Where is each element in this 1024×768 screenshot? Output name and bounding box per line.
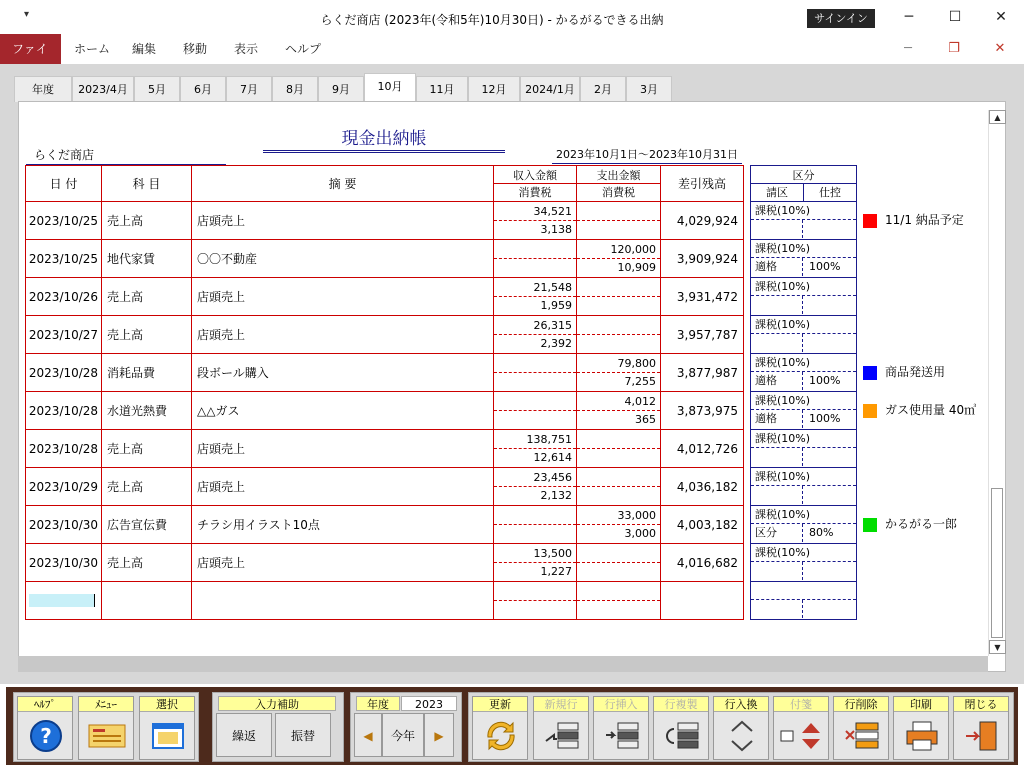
- income-cell-amount[interactable]: 34,521: [494, 203, 576, 221]
- date-cell[interactable]: 2023/10/28: [26, 354, 102, 392]
- invoice-type[interactable]: [751, 562, 803, 580]
- tax-category-cell[interactable]: [751, 202, 857, 240]
- scroll-up-icon[interactable]: ▲: [989, 110, 1006, 124]
- tax-category-cell[interactable]: [751, 582, 857, 620]
- print-button[interactable]: [893, 696, 949, 760]
- tab-10[interactable]: 10月: [364, 73, 416, 102]
- tax-type[interactable]: 課税(10%): [751, 392, 856, 410]
- deduction-rate[interactable]: [803, 296, 856, 314]
- help-icon: [18, 713, 74, 759]
- subject-cell[interactable]: [102, 582, 192, 620]
- sticky-tag[interactable]: [863, 364, 945, 380]
- invoice-type[interactable]: [751, 448, 803, 466]
- tax-category-row[interactable]: [751, 506, 857, 544]
- vertical-scrollbar[interactable]: [988, 110, 1005, 656]
- income-cell[interactable]: [494, 202, 577, 240]
- sticky-tag[interactable]: [863, 212, 964, 228]
- balance-cell[interactable]: 3,957,787: [661, 316, 744, 354]
- sticky-tag-color-swatch: [863, 214, 877, 228]
- description-cell[interactable]: 店頭売上: [192, 202, 494, 240]
- quick-access-dropdown-icon[interactable]: ▾: [24, 9, 30, 20]
- table-row[interactable]: [26, 392, 744, 430]
- date-cell[interactable]: 2023/10/27: [26, 316, 102, 354]
- sticky-note-button[interactable]: [773, 696, 829, 760]
- date-cell[interactable]: 2023/10/28: [26, 392, 102, 430]
- header-expense: [577, 166, 661, 202]
- sticky-tag-text: ガス使用量 40㎥: [885, 403, 977, 417]
- income-cell-amount[interactable]: [494, 355, 576, 373]
- tax-type[interactable]: 課税(10%): [751, 316, 856, 334]
- title-bar: [0, 0, 1024, 34]
- subject-cell[interactable]: 売上高: [102, 316, 192, 354]
- close-window-button[interactable]: ✕: [995, 9, 1007, 25]
- expense-cell[interactable]: [577, 430, 661, 468]
- delete-row-icon: [834, 713, 890, 759]
- income-cell-tax[interactable]: [494, 373, 576, 391]
- invoice-type[interactable]: [751, 220, 803, 238]
- sticky-tag-color-swatch: [863, 366, 877, 380]
- balance-cell[interactable]: 3,873,975: [661, 392, 744, 430]
- description-cell[interactable]: 店頭売上: [192, 316, 494, 354]
- date-cell[interactable]: 2023/10/29: [26, 468, 102, 506]
- subject-cell[interactable]: 広告宣伝費: [102, 506, 192, 544]
- sticky-tag-text: 商品発送用: [885, 365, 946, 379]
- new-row-icon: [534, 713, 590, 759]
- repeat-button[interactable]: 繰返: [216, 713, 272, 757]
- new-row-date-input[interactable]: [29, 594, 95, 607]
- date-cell[interactable]: 2023/10/25: [26, 202, 102, 240]
- expense-cell-tax[interactable]: [577, 601, 660, 619]
- income-cell[interactable]: [494, 544, 577, 582]
- tab-12[interactable]: 12月: [468, 76, 520, 102]
- header-shiko: 仕控: [819, 185, 841, 199]
- tax-type[interactable]: 課税(10%): [751, 544, 856, 562]
- header-date: 日 付: [26, 166, 102, 202]
- maximize-button[interactable]: ☐: [948, 9, 962, 25]
- year-value: 2023: [401, 696, 457, 711]
- income-cell-tax[interactable]: 2,392: [540, 336, 572, 350]
- income-cell[interactable]: [494, 354, 577, 392]
- sticky-note-button-label: 付箋: [774, 697, 828, 712]
- transfer-button[interactable]: 振替: [275, 713, 331, 757]
- deduction-rate[interactable]: [803, 562, 856, 580]
- tax-type[interactable]: [751, 582, 856, 600]
- header-income: [494, 166, 577, 202]
- header-income-label: 収入金額: [494, 167, 576, 184]
- menu-file[interactable]: ファイ: [0, 34, 61, 64]
- expense-cell[interactable]: [577, 354, 661, 392]
- scroll-thumb[interactable]: [991, 488, 1003, 638]
- expense-cell-amount[interactable]: 33,000: [577, 507, 660, 525]
- sticky-tag-color-swatch: [863, 404, 877, 418]
- deduction-rate[interactable]: [803, 334, 856, 352]
- header-kubun: [751, 166, 857, 202]
- swap-row-button[interactable]: [713, 696, 769, 760]
- deduction-rate[interactable]: 100%: [809, 374, 841, 387]
- invoice-type[interactable]: [751, 486, 803, 504]
- update-button-label: 更新: [473, 697, 527, 712]
- description-cell[interactable]: 店頭売上: [192, 430, 494, 468]
- header-income-tax: 消費税: [518, 185, 552, 199]
- income-cell-amount[interactable]: 21,548: [494, 279, 576, 297]
- header-description: 摘 要: [192, 166, 494, 202]
- expense-cell-amount[interactable]: 79,800: [577, 355, 660, 373]
- window-title: らくだ商店 (2023年(令和5年)10月30日) - かるがるできる出納: [320, 13, 664, 27]
- income-cell[interactable]: [494, 430, 577, 468]
- deduction-rate[interactable]: [803, 486, 856, 504]
- tax-category-row[interactable]: [751, 392, 857, 430]
- tab-year[interactable]: 年度: [14, 76, 72, 102]
- description-cell[interactable]: 〇〇不動産: [192, 240, 494, 278]
- table-row[interactable]: [26, 240, 744, 278]
- expense-cell[interactable]: [577, 316, 661, 354]
- description-cell[interactable]: 店頭売上: [192, 278, 494, 316]
- table-row[interactable]: [26, 430, 744, 468]
- subject-cell[interactable]: 売上高: [102, 468, 192, 506]
- income-cell-tax[interactable]: 1,959: [540, 298, 572, 312]
- header-expense-label: 支出金額: [577, 167, 660, 184]
- tab-09[interactable]: 9月: [318, 76, 364, 102]
- income-cell[interactable]: [494, 240, 577, 278]
- sticky-tag[interactable]: [863, 402, 976, 418]
- header-subject: 科 目: [102, 166, 192, 202]
- income-cell[interactable]: [494, 468, 577, 506]
- income-cell-tax[interactable]: [494, 259, 576, 277]
- tab-2023-04[interactable]: 2023/4月: [72, 76, 134, 102]
- help-button-label: ﾍﾙﾌﾟ: [18, 697, 72, 712]
- expense-cell[interactable]: [577, 240, 661, 278]
- expense-cell-tax[interactable]: [577, 563, 660, 581]
- tax-category-cell[interactable]: [751, 430, 857, 468]
- tax-type[interactable]: 課税(10%): [751, 278, 856, 296]
- balance-cell[interactable]: 4,029,924: [661, 202, 744, 240]
- tax-category-row[interactable]: [751, 278, 857, 316]
- tax-type[interactable]: 課税(10%): [751, 202, 856, 220]
- income-cell-amount[interactable]: [494, 393, 576, 411]
- income-cell-amount[interactable]: 23,456: [494, 469, 576, 487]
- tax-type[interactable]: 課税(10%): [751, 354, 856, 372]
- income-cell-tax[interactable]: 2,132: [540, 488, 572, 502]
- menu-home[interactable]: ホーム: [74, 42, 111, 56]
- period-range: 2023年10月1日～2023年10月31日: [552, 146, 742, 164]
- balance-cell[interactable]: 3,909,924: [661, 240, 744, 278]
- subject-cell[interactable]: 消耗品費: [102, 354, 192, 392]
- sticky-tag-text: かるがる一郎: [885, 517, 958, 531]
- exit-door-icon: [954, 713, 1010, 759]
- description-cell[interactable]: △△ガス: [192, 392, 494, 430]
- income-cell[interactable]: [494, 582, 577, 620]
- table-row[interactable]: [26, 316, 744, 354]
- signin-button[interactable]: サインイン: [807, 9, 875, 28]
- tab-02[interactable]: 2月: [580, 76, 626, 102]
- tax-category-row[interactable]: [751, 240, 857, 278]
- minimize-button[interactable]: ─: [904, 9, 914, 25]
- tax-category-cell[interactable]: [751, 278, 857, 316]
- tax-category-cell[interactable]: [751, 354, 857, 392]
- tax-type[interactable]: 課税(10%): [751, 240, 856, 258]
- doc-minimize-icon[interactable]: ─: [904, 41, 912, 56]
- expense-cell[interactable]: [577, 582, 661, 620]
- tax-category-row[interactable]: [751, 430, 857, 468]
- scroll-down-icon[interactable]: ▼: [989, 640, 1006, 654]
- expense-cell-tax[interactable]: 3,000: [624, 526, 656, 540]
- new-row-button-label: 新規行: [534, 697, 588, 712]
- tax-category-cell[interactable]: [751, 392, 857, 430]
- description-cell[interactable]: チラシ用イラスト10点: [192, 506, 494, 544]
- swap-row-icon: [714, 713, 770, 759]
- balance-cell[interactable]: 4,012,726: [661, 430, 744, 468]
- select-button-label: 選択: [140, 697, 194, 712]
- copy-row-button[interactable]: [653, 696, 709, 760]
- invoice-type[interactable]: [751, 296, 803, 314]
- subject-cell[interactable]: 売上高: [102, 202, 192, 240]
- tax-category-row[interactable]: [751, 202, 857, 240]
- income-cell-tax[interactable]: [494, 525, 576, 543]
- tax-type[interactable]: 課税(10%): [751, 506, 856, 524]
- deduction-rate[interactable]: 80%: [809, 526, 834, 539]
- delete-row-button[interactable]: [833, 696, 889, 760]
- date-cell[interactable]: 2023/10/28: [26, 430, 102, 468]
- balance-cell[interactable]: 4,016,682: [661, 544, 744, 582]
- date-cell[interactable]: 2023/10/25: [26, 240, 102, 278]
- description-cell[interactable]: 店頭売上: [192, 468, 494, 506]
- tax-category-cell[interactable]: [751, 468, 857, 506]
- table-row[interactable]: [26, 506, 744, 544]
- income-cell-amount[interactable]: 138,751: [494, 431, 576, 449]
- income-cell-tax[interactable]: [494, 411, 576, 429]
- header-balance: 差引残高: [661, 166, 744, 202]
- printer-icon: [894, 713, 950, 759]
- expense-cell-tax[interactable]: 10,909: [617, 260, 656, 274]
- tab-06[interactable]: 6月: [180, 76, 226, 102]
- income-cell-amount[interactable]: [494, 241, 576, 259]
- expense-cell-amount[interactable]: [577, 279, 660, 297]
- copy-row-icon: [654, 713, 710, 759]
- select-button[interactable]: [139, 696, 195, 760]
- subject-cell[interactable]: 売上高: [102, 278, 192, 316]
- menu-help[interactable]: ヘルプ: [285, 42, 322, 56]
- select-icon: [140, 713, 196, 759]
- expense-cell-tax[interactable]: [577, 487, 660, 505]
- refresh-icon: [473, 713, 529, 759]
- ledger-table: [25, 165, 744, 620]
- tax-category-cell[interactable]: [751, 240, 857, 278]
- update-button[interactable]: [472, 696, 528, 760]
- balance-cell[interactable]: 3,931,472: [661, 278, 744, 316]
- invoice-type[interactable]: 適格: [751, 410, 803, 428]
- help-button[interactable]: [17, 696, 73, 760]
- header-expense-tax: 消費税: [602, 185, 635, 199]
- tab-08[interactable]: 8月: [272, 76, 318, 102]
- income-cell-amount[interactable]: [494, 583, 576, 601]
- tax-category-row[interactable]: [751, 316, 857, 354]
- expense-cell-tax[interactable]: [577, 221, 660, 239]
- expense-cell[interactable]: [577, 544, 661, 582]
- new-row-button[interactable]: [533, 696, 589, 760]
- insert-row-icon: [594, 713, 650, 759]
- description-cell[interactable]: 段ボール購入: [192, 354, 494, 392]
- expense-cell-amount[interactable]: [577, 431, 660, 449]
- tax-category-cell[interactable]: [751, 316, 857, 354]
- tax-category-cell[interactable]: [751, 544, 857, 582]
- tax-category-row[interactable]: [751, 544, 857, 582]
- balance-cell[interactable]: 4,003,182: [661, 506, 744, 544]
- expense-cell-tax[interactable]: [577, 449, 660, 467]
- expense-cell-amount[interactable]: 4,012: [577, 393, 660, 411]
- tab-2024-01[interactable]: 2024/1月: [520, 76, 580, 102]
- page-title: 現金出納帳: [263, 124, 505, 153]
- invoice-type[interactable]: [751, 600, 803, 618]
- menu-button[interactable]: [78, 696, 134, 760]
- insert-row-button-label: 行挿入: [594, 697, 648, 712]
- menu-icon: [79, 713, 135, 759]
- income-cell-amount[interactable]: 26,315: [494, 317, 576, 335]
- svg-text:?: ?: [40, 724, 52, 748]
- table-row[interactable]: [26, 202, 744, 240]
- sticky-tag-text: 11/1 納品予定: [885, 213, 964, 227]
- subject-cell[interactable]: 売上高: [102, 430, 192, 468]
- expense-cell-amount[interactable]: [577, 317, 660, 335]
- deduction-rate[interactable]: [803, 600, 856, 618]
- prev-year-icon[interactable]: ◀: [354, 713, 382, 757]
- next-year-icon[interactable]: ▶: [424, 713, 454, 757]
- invoice-type[interactable]: [751, 334, 803, 352]
- subject-cell[interactable]: 地代家賃: [102, 240, 192, 278]
- income-cell-tax[interactable]: 3,138: [540, 222, 572, 236]
- balance-cell[interactable]: [661, 582, 744, 620]
- store-name: らくだ商店: [26, 146, 226, 165]
- menu-move[interactable]: 移動: [183, 42, 208, 56]
- tab-03[interactable]: 3月: [626, 76, 672, 102]
- expense-cell-tax[interactable]: [577, 335, 660, 353]
- empty-table-row[interactable]: [26, 582, 744, 620]
- sticky-tag[interactable]: [863, 516, 957, 532]
- tab-11[interactable]: 11月: [416, 76, 468, 102]
- tax-category-row[interactable]: [751, 468, 857, 506]
- year-label: 年度: [356, 696, 400, 711]
- doc-restore-icon[interactable]: ❐: [948, 41, 960, 56]
- expense-cell-amount[interactable]: [577, 583, 660, 601]
- income-cell[interactable]: [494, 392, 577, 430]
- menu-button-label: ﾒﾆｭｰ: [79, 697, 133, 712]
- expense-cell[interactable]: [577, 202, 661, 240]
- copy-row-button-label: 行複製: [654, 697, 708, 712]
- expense-cell-amount[interactable]: 120,000: [577, 241, 660, 259]
- expense-cell[interactable]: [577, 506, 661, 544]
- sheet-footer-bar: [18, 656, 988, 672]
- balance-cell[interactable]: 4,036,182: [661, 468, 744, 506]
- income-cell[interactable]: [494, 278, 577, 316]
- invoice-type[interactable]: 適格: [751, 372, 803, 390]
- subject-cell[interactable]: 水道光熱費: [102, 392, 192, 430]
- menu-edit[interactable]: 編集: [132, 42, 157, 56]
- insert-row-button[interactable]: [593, 696, 649, 760]
- swap-row-button-label: 行入換: [714, 697, 768, 712]
- table-row[interactable]: [26, 544, 744, 582]
- expense-cell-amount[interactable]: [577, 545, 660, 563]
- menu-bar: [0, 34, 1024, 64]
- expense-cell-tax[interactable]: 365: [635, 412, 656, 426]
- tab-05[interactable]: 5月: [134, 76, 180, 102]
- tax-category-row[interactable]: [751, 582, 857, 620]
- date-cell[interactable]: 2023/10/30: [26, 544, 102, 582]
- table-row[interactable]: [26, 278, 744, 316]
- close-button[interactable]: [953, 696, 1009, 760]
- date-cell[interactable]: 2023/10/30: [26, 506, 102, 544]
- date-cell[interactable]: 2023/10/26: [26, 278, 102, 316]
- income-cell[interactable]: [494, 506, 577, 544]
- deduction-rate[interactable]: 100%: [809, 260, 841, 273]
- invoice-type[interactable]: 区分: [751, 524, 803, 542]
- input-assist-label: 入力補助: [218, 696, 336, 711]
- tab-07[interactable]: 7月: [226, 76, 272, 102]
- doc-close-icon[interactable]: ✕: [994, 41, 1006, 56]
- description-cell[interactable]: 店頭売上: [192, 544, 494, 582]
- description-cell[interactable]: [192, 582, 494, 620]
- table-row[interactable]: [26, 468, 744, 506]
- expense-cell[interactable]: [577, 468, 661, 506]
- deduction-rate[interactable]: [803, 448, 856, 466]
- header-kubun-label: 区分: [751, 167, 856, 184]
- expense-cell-tax[interactable]: 7,255: [624, 374, 656, 388]
- tax-category-cell[interactable]: [751, 506, 857, 544]
- sticky-tag-color-swatch: [863, 518, 877, 532]
- tax-category-table: [750, 165, 857, 620]
- expense-cell[interactable]: [577, 278, 661, 316]
- expense-cell-tax[interactable]: [577, 297, 660, 315]
- print-button-label: 印刷: [894, 697, 948, 712]
- balance-cell[interactable]: 3,877,987: [661, 354, 744, 392]
- expense-cell-amount[interactable]: [577, 203, 660, 221]
- invoice-type[interactable]: 適格: [751, 258, 803, 276]
- table-row[interactable]: [26, 354, 744, 392]
- tax-category-row[interactable]: [751, 354, 857, 392]
- income-cell-tax[interactable]: 1,227: [540, 564, 572, 578]
- income-cell[interactable]: [494, 316, 577, 354]
- header-seikyu: 請区: [751, 184, 804, 201]
- deduction-rate[interactable]: [803, 220, 856, 238]
- income-cell-amount[interactable]: 13,500: [494, 545, 576, 563]
- expense-cell-amount[interactable]: [577, 469, 660, 487]
- delete-row-button-label: 行削除: [834, 697, 888, 712]
- tax-type[interactable]: 課税(10%): [751, 468, 856, 486]
- tax-type[interactable]: 課税(10%): [751, 430, 856, 448]
- deduction-rate[interactable]: 100%: [809, 412, 841, 425]
- menu-view[interactable]: 表示: [234, 42, 259, 56]
- this-year-button[interactable]: 今年: [382, 713, 424, 757]
- close-button-label: 閉じる: [954, 697, 1008, 712]
- income-cell-tax[interactable]: 12,614: [533, 450, 572, 464]
- income-cell-tax[interactable]: [494, 601, 576, 619]
- income-cell-amount[interactable]: [494, 507, 576, 525]
- subject-cell[interactable]: 売上高: [102, 544, 192, 582]
- sticky-note-icon: [774, 713, 830, 759]
- expense-cell[interactable]: [577, 392, 661, 430]
